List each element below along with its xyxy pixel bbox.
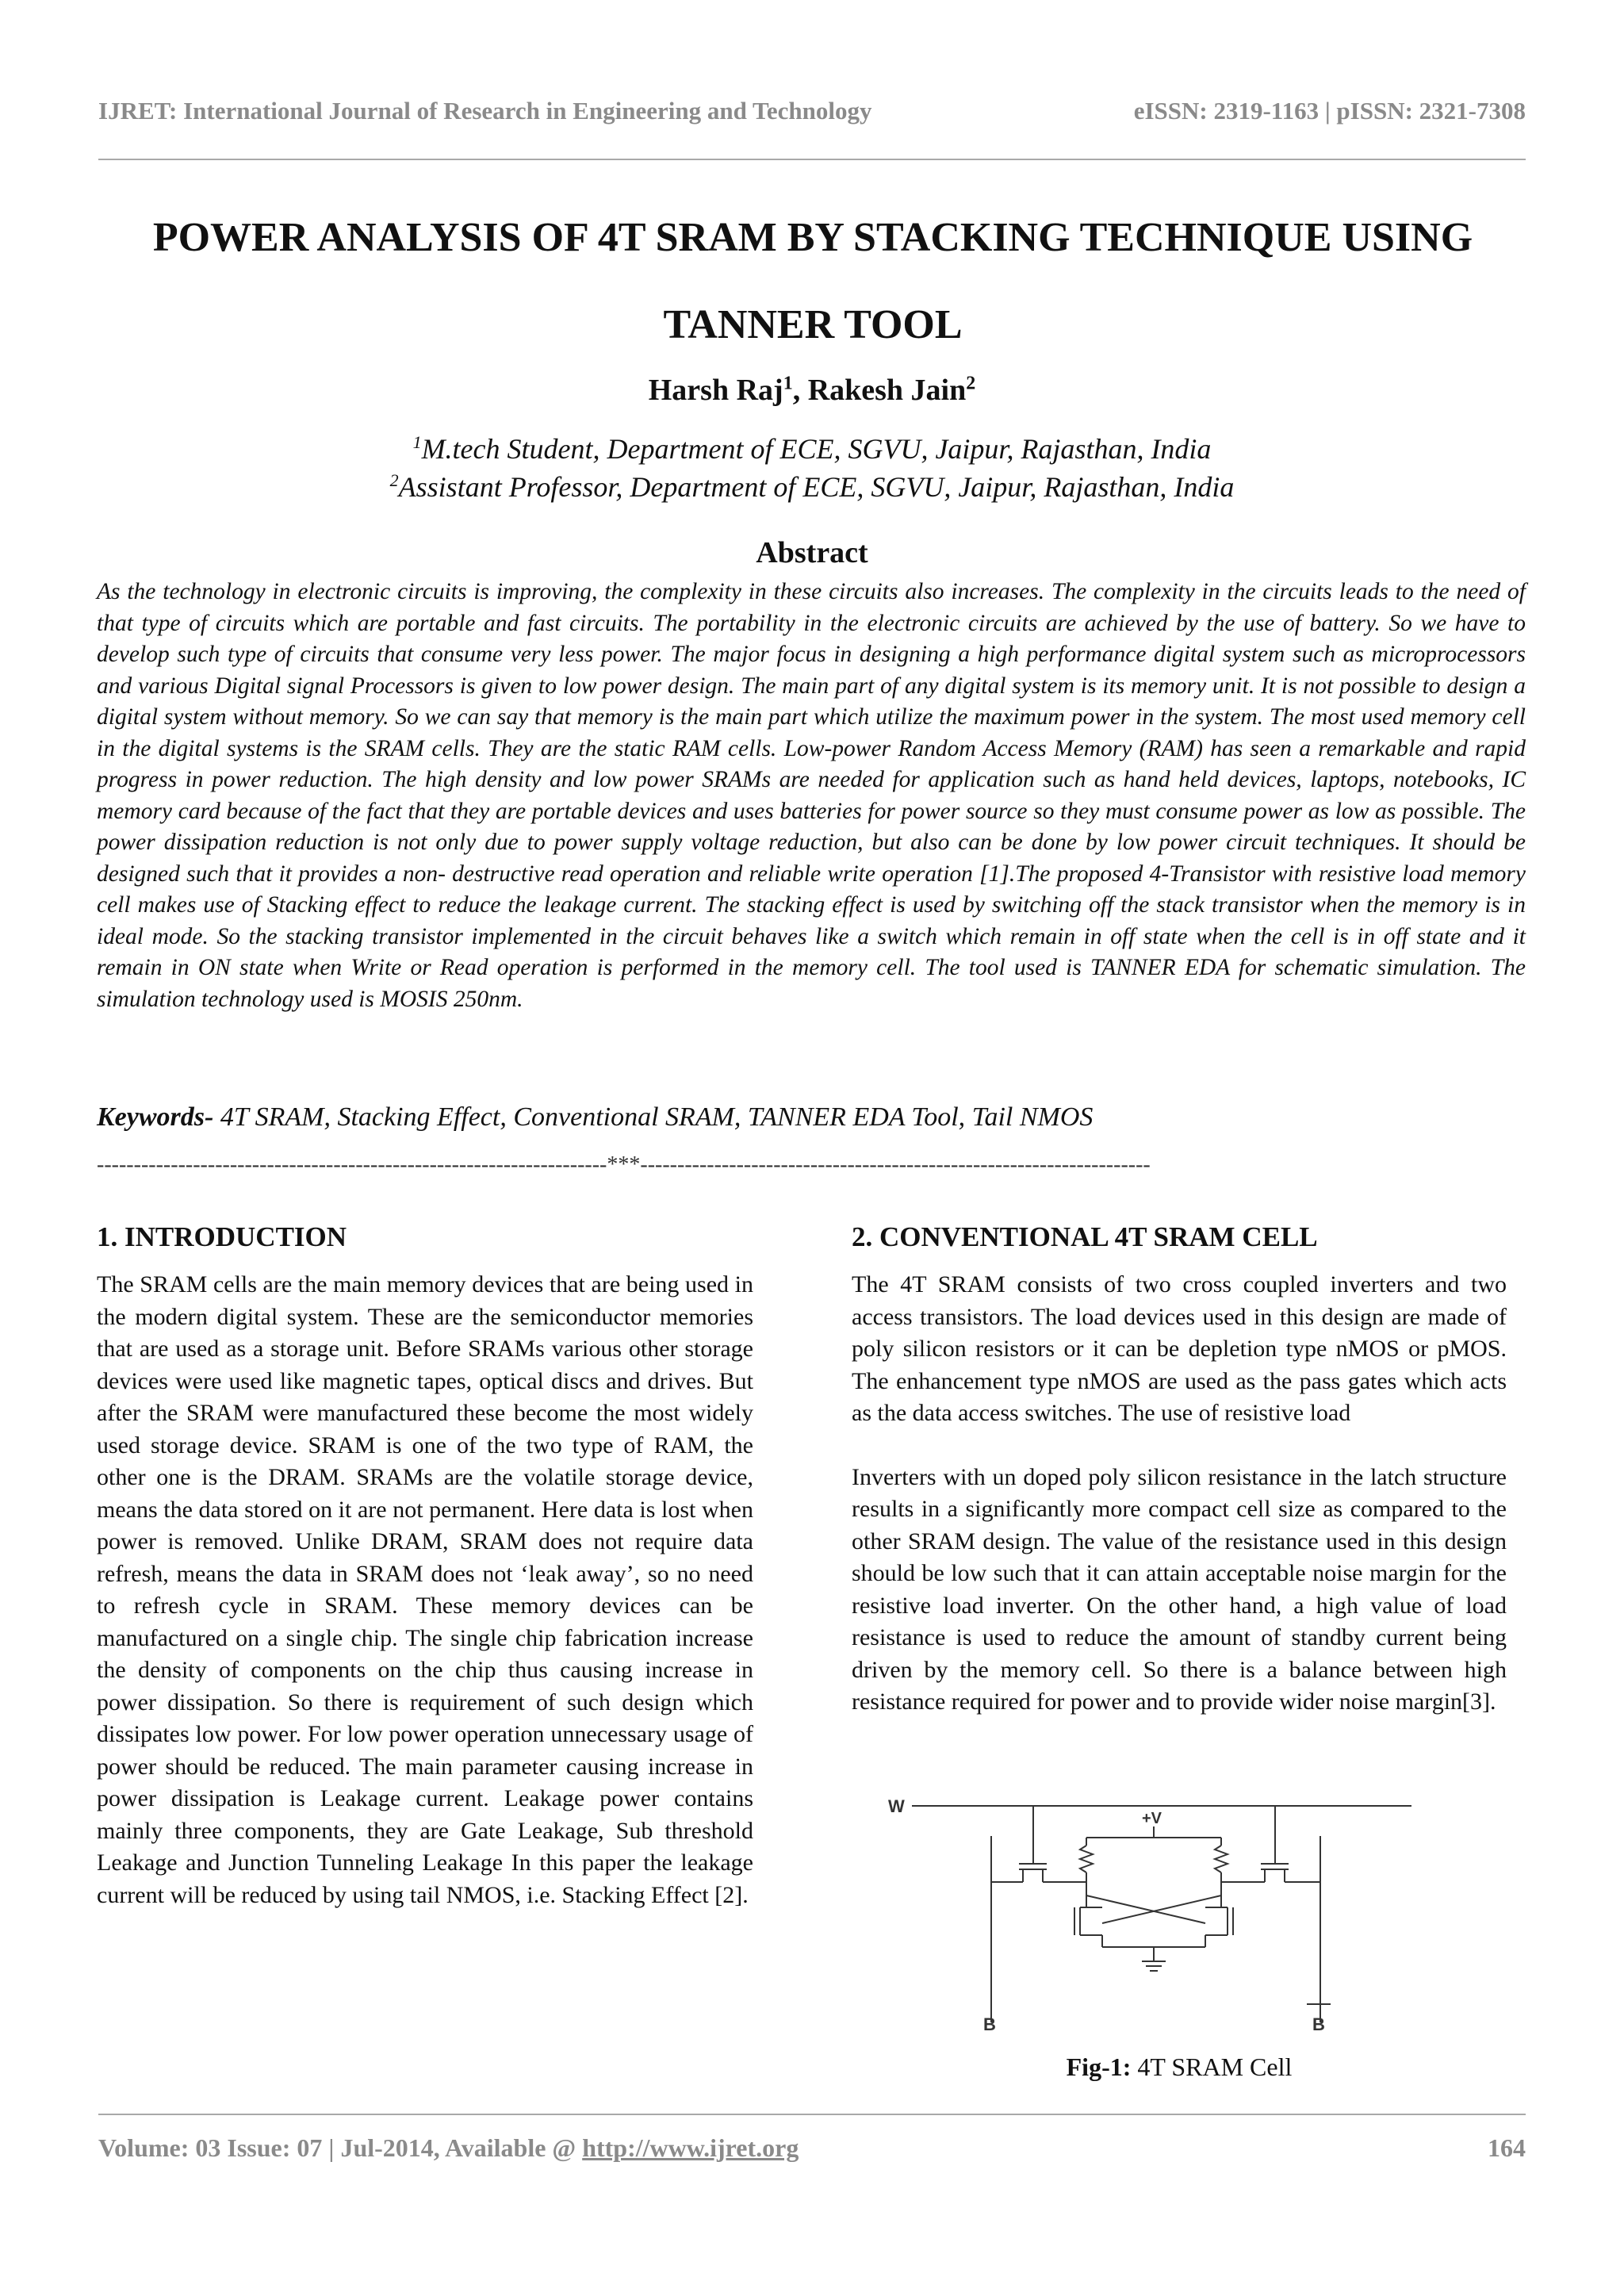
- conventional-sram-heading: 2. CONVENTIONAL 4T SRAM CELL: [852, 1221, 1318, 1252]
- label-b: B: [983, 2014, 996, 2034]
- conventional-sram-column: [852, 1221, 1507, 1719]
- author-1-sup: 1: [783, 373, 793, 394]
- keywords-text: 4T SRAM, Stacking Effect, Conventional SRAM, TANNER EDA Tool, Tail NMOS: [213, 1102, 1094, 1132]
- author-separator: ,: [792, 374, 808, 407]
- conventional-sram-para-2: Inverters with un doped poly silicon resistance in the latch structure results in a significantly more compact cell size as compared to the other SRAM design. The value of the resistance used in this design should be low such that it can attain acceptable noise margin for the resistive load inverter. On the other hand, a high value of load resistance is used to reduce the amount of standby current being driven by the memory cell. So there is a balance between high resistance required for power and to provide wider noise margin[3].: [852, 1463, 1507, 1715]
- keywords-label: Keywords-: [97, 1102, 214, 1132]
- author-1: Harsh Raj: [648, 374, 783, 407]
- title-line-1: POWER ANALYSIS OF 4T SRAM BY STACKING TECHNIQUE USING: [152, 215, 1473, 260]
- header-rule: [98, 159, 1526, 160]
- paper-title: [87, 194, 1538, 369]
- figure-label: Fig-1:: [1066, 2053, 1132, 2081]
- introduction-text: The SRAM cells are the main memory devices that are being used in the modern digital system. These are the semiconductor memories that are used as a storage unit. Before SRAMs various other storage devices were used like magnetic tapes, optical discs and drives. But after the SRAM were manufactured these become the most widely used storage device. SRAM is one of the two type of RAM, the other one is the DRAM. SRAMs are the volatile storage device, means the data stored on it are not permanent. Here data is lost when power is removed. Unlike DRAM, SRAM does not require data refresh, means the data in SRAM does not ‘leak away’, so no need to refresh cycle in SRAM. These memory devices can be manufactured on a single chip. The single chip fabrication increase the density of components on the chip thus causing increase in power dissipation. So there is requirement of such design which dissipates low power. For low power operation unnecessary usage of power should be reduced. The main parameter causing increase in power dissipation is Leakage current. Leakage power contains mainly three components, they are Gate Leakage, Sub threshold Leakage and Junction Tunneling Leakage In this paper the leakage current will be reduced by using tail NMOS, i.e. Stacking Effect [2].: [97, 1271, 753, 1908]
- left-load-resistor: [1080, 1846, 1093, 1872]
- conventional-sram-para-1: The 4T SRAM consists of two cross coupled inverters and two access transistors. The load devices used in this design are made of poly silicon resistors or it can be depletion type nMOS or pMOS. The enhancement type nMOS are used as the pass gates which acts as the data access switches. The use of resistive load: [852, 1271, 1507, 1426]
- label-b-bar: B: [1312, 2014, 1325, 2034]
- sram-cell-figure: [872, 1788, 1427, 2042]
- title-line-2: TANNER TOOL: [663, 302, 963, 347]
- running-header: [98, 97, 1526, 136]
- author-2: Rakesh Jain: [807, 374, 967, 407]
- label-w: W: [888, 1796, 905, 1816]
- introduction-column: [97, 1221, 753, 1911]
- footer-rule: [98, 2114, 1526, 2115]
- abstract-text: As the technology in electronic circuits is improving, the complexity in these circuits also increases. The complexity in the circuits leads to the need of that type of circuits which are portable and fast circuits. The portability in the electronic circuits are achieved by the use of battery. So we have to develop such type of circuits that consume very less power. The major focus in designing a high performance digital system such as microprocessors and various Digital signal Processors is given to low power design. The main part of any digital system is its memory unit. It is not possible to design a digital system without memory. So we can say that memory is the main part which utilize the maximum power in the system. The most used memory cell in the digital systems is the SRAM cells. They are the static RAM cells. Low-power Random Access Memory (RAM) has seen a remarkable and rapid progress in power reduction. The high density and low power SRAMs are needed for application such as hand held devices, laptops, notebooks, IC memory card because of the fact that they are portable devices and uses batteries for power source so they must consume power as low as possible. The power dissipation reduction is not only due to power supply voltage reduction, but also can be done by low power circuit techniques. It should be designed such that it provides a non- destructive read operation and reliable write operation [1].The proposed 4-Transistor with resistive load memory cell makes use of Stacking effect to reduce the leakage current. The stacking effect is used by switching off the stack transistor when the memory is in ideal mode. So the stacking transistor implemented in the circuit behaves like a switch which remain in off state when the cell is in off state and it remain in ON state when Write or Read operation is performed in the memory cell. The tool used is TANNER EDA for schematic simulation. The simulation technology used is MOSIS 250nm.: [97, 579, 1526, 1012]
- abstract-heading: Abstract: [756, 536, 868, 569]
- label-plus-v: +V: [1142, 1810, 1162, 1827]
- issn: eISSN: 2319-1163 | pISSN: 2321-7308: [1133, 97, 1526, 125]
- affiliation-1: $^1$M.tech Student, Department of ECE, SGVU, Jaipur, Rajasthan, India: [412, 432, 1212, 465]
- figure-caption: [852, 2053, 1507, 2082]
- journal-name: IJRET: International Journal of Research in Engineering and Technology: [98, 97, 872, 125]
- introduction-heading: 1. INTRODUCTION: [97, 1221, 347, 1252]
- authors: [0, 373, 1624, 408]
- figure-caption-text: 4T SRAM Cell: [1131, 2053, 1293, 2081]
- affiliation-2: $^2$Assistant Professor, Department of ECE, SGVU, Jaipur, Rajasthan, India: [389, 470, 1235, 503]
- section-separator: ---------------------------------------------------------------------***---------------------------------------------------------------------: [97, 1152, 1151, 1177]
- author-2-sup: 2: [966, 373, 976, 394]
- right-load-resistor: [1215, 1846, 1228, 1872]
- journal-link[interactable]: http://www.ijret.org: [582, 2133, 799, 2162]
- page-number: 164: [1488, 2133, 1526, 2162]
- keywords: [97, 1102, 1093, 1133]
- volume-info: Volume: 03 Issue: 07 | Jul-2014, Available @ http://www.ijret.org: [98, 2133, 799, 2162]
